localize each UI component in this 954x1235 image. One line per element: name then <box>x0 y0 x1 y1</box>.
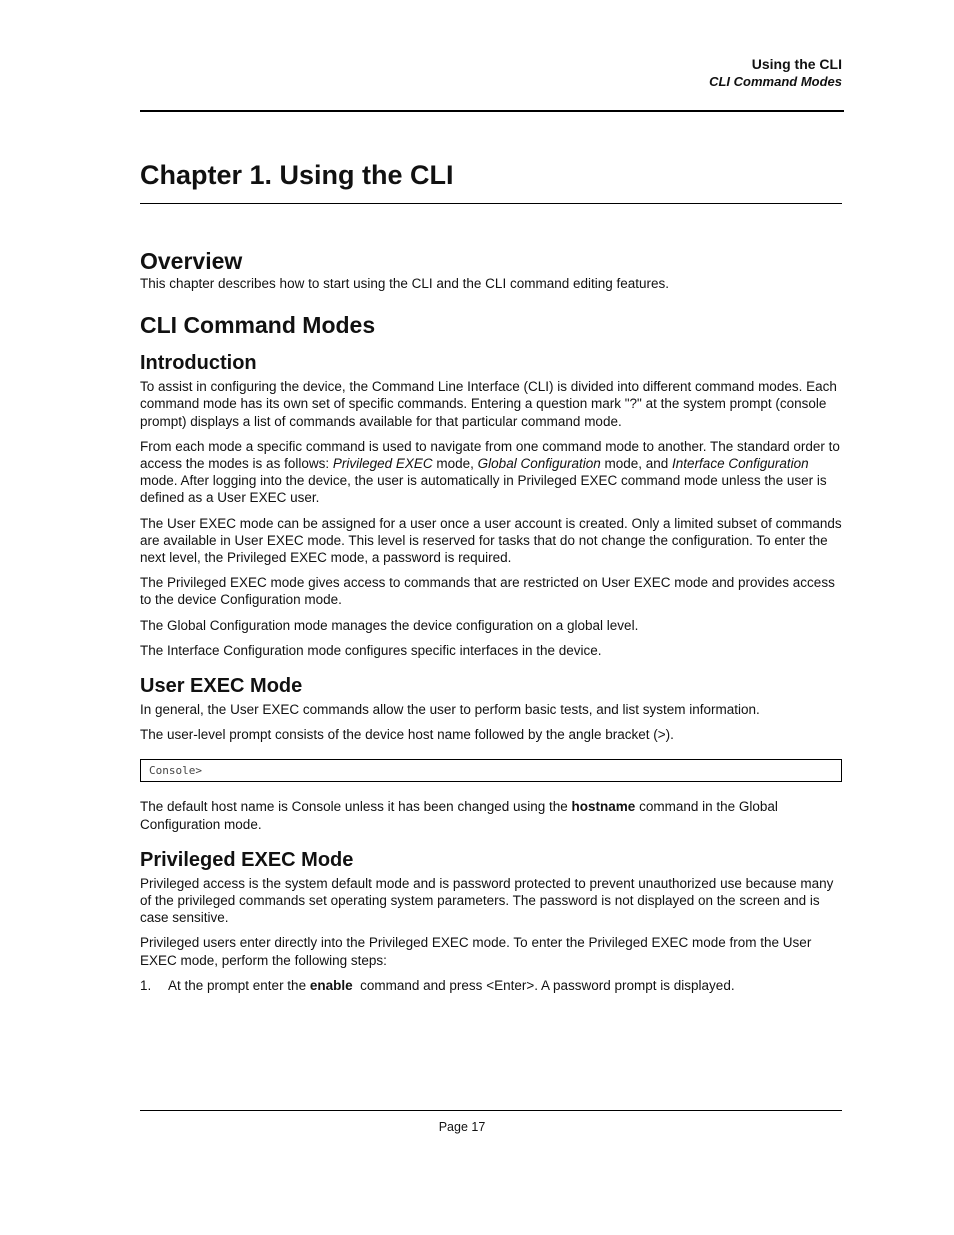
overview-text: This chapter describes how to start using the CLI and the CLI command editing features. <box>140 276 670 291</box>
header-title: Using the CLI <box>751 56 842 72</box>
text-run: mode. After logging into the device, the user is automatically in Privileged EXEC command mode unless the user is defined as a User EXEC user. <box>140 473 827 506</box>
intro-paragraph-2 <box>140 438 842 507</box>
priv-exec-paragraph-1: Privileged access is the system default mode and is password protected to prevent unauthorized use because many of the privileged commands set operating system parameters. The password is not displayed on the screen and is case sensitive. <box>140 875 834 926</box>
document-page <box>140 0 844 1235</box>
intro-paragraph-6: The Interface Configuration mode configures specific interfaces in the device. <box>140 642 602 658</box>
italic-term: Global Configuration <box>477 456 601 472</box>
cli-modes-heading: CLI Command Modes <box>140 312 376 339</box>
italic-term: Privileged EXEC <box>332 456 433 472</box>
text-run: From each mode a specific command is used to navigate from one command mode to another. The standard order to access the modes is as follows: <box>140 438 840 472</box>
step-number: 1. <box>140 977 152 993</box>
overview-heading: Overview <box>140 248 243 274</box>
priv-exec-paragraph-2: Privileged users enter directly into the Privileged EXEC mode. To enter the Privileged EXEC mode from the User EXEC mode, perform the following steps: <box>140 935 812 968</box>
chapter-rule <box>140 203 842 204</box>
user-exec-paragraph-3 <box>140 798 842 832</box>
privileged-exec-heading: Privileged EXEC Mode <box>140 848 354 871</box>
intro-paragraph-3: The User EXEC mode can be assigned for a user once a user account is created. Only a limited subset of commands are available in User EXEC mode. This level is reserved for tasks that do not change the configuration. To enter the next level, the Privileged EXEC mode, a password is required. <box>140 515 842 566</box>
user-exec-paragraph-1: In general, the User EXEC commands allow the user to perform basic tests, and list system information. <box>140 702 760 718</box>
intro-paragraph-4: The Privileged EXEC mode gives access to commands that are restricted on User EXEC mode and provides access to the device Configuration mode. <box>140 575 835 608</box>
step-item-1 <box>140 977 842 994</box>
italic-term: Interface Configuration <box>672 456 809 472</box>
intro-paragraph-1: To assist in configuring the device, the Command Line Interface (CLI) is divided into different command modes. Each command mode has its own set of specific commands. Entering a question mark "?" at the system prompt (console prompt) displays a list of commands available for that particular command mode. <box>140 379 837 429</box>
bold-command: enable <box>309 977 353 993</box>
footer-rule <box>140 1110 842 1111</box>
user-exec-heading: User EXEC Mode <box>140 675 303 698</box>
text-run: mode, and <box>600 456 673 472</box>
chapter-title: Chapter 1. Using the CLI <box>140 160 454 190</box>
bold-command: hostname <box>571 799 636 815</box>
text-run: At the prompt enter the <box>168 977 310 993</box>
text-run: mode, <box>432 456 478 472</box>
introduction-heading: Introduction <box>140 352 257 375</box>
intro-paragraph-5: The Global Configuration mode manages the device configuration on a global level. <box>140 617 639 633</box>
console-prompt-code: Console> <box>140 759 842 782</box>
header-subtitle: CLI Command Modes <box>709 74 842 89</box>
main-content <box>140 244 842 994</box>
page-number: Page 17 <box>438 1120 486 1134</box>
text-run: The default host name is Console unless it has been changed using the <box>140 799 572 815</box>
text-run: command in the Global Configuration mode. <box>140 799 778 832</box>
user-exec-paragraph-2: The user-level prompt consists of the device host name followed by the angle bracket (>). <box>140 727 674 743</box>
step-text <box>168 977 735 994</box>
running-header <box>709 55 842 91</box>
header-rule <box>140 110 844 112</box>
text-run: command and press <Enter>. A password prompt is displayed. <box>352 977 735 993</box>
